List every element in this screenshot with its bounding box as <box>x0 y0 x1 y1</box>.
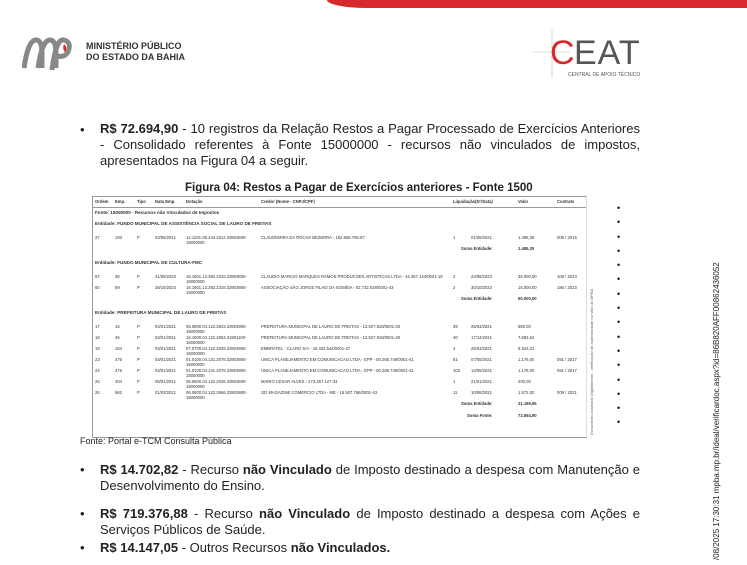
table-header-row <box>93 197 586 208</box>
table-cell: 17/12/2021 <box>471 335 492 340</box>
table-cell: 476 <box>115 357 122 362</box>
table-cell: P <box>137 368 140 373</box>
table-cell: 40 <box>453 335 458 340</box>
bullet-1-bold: não Vinculado <box>242 462 332 477</box>
col-tipo: Tipo <box>137 199 146 204</box>
table-row <box>93 390 586 400</box>
bullet-3-amount: R$ 14.147,05 <box>100 540 179 555</box>
table-cell: 19 <box>95 346 100 351</box>
table-cell: 476 <box>115 368 122 373</box>
table-cell: 04/01/2021 <box>155 324 176 329</box>
table-cell: 03/05/2021 <box>155 235 176 240</box>
intro-amount: R$ 72.694,90 <box>100 121 179 136</box>
col-credor: Credor (Nome - CNPJ/CPF) <box>261 199 315 204</box>
intro-paragraph <box>100 121 640 169</box>
sum-label: Soma Entidade: <box>461 296 493 301</box>
org-line-2: DO ESTADO DA BAHIA <box>86 52 185 62</box>
table-cell: 1.176,00 <box>518 368 535 373</box>
sum-label: Soma Entidade: <box>461 246 493 251</box>
sum-value: 1.495,35 <box>518 246 535 251</box>
table-cell: 21/06/2023 <box>155 274 176 279</box>
table-cell: MARIO CESAR ALVES - 273.357.127-34 <box>261 379 338 384</box>
table-cell: 04/01/2021 <box>155 335 176 340</box>
table-cell: 35 <box>115 274 120 279</box>
table-cell: PREFEITURA MUNICIPAL DE LAURO DE FREITAS - 13.927.819/0001-40 <box>261 335 401 340</box>
table-cell: 10/06/2021 <box>471 390 492 395</box>
table-cell: 46 <box>115 335 120 340</box>
rap-table <box>92 196 587 438</box>
table-cell: P <box>137 346 140 351</box>
table-cell: 01.0100.04.131.2076.33903900-15000000 <box>186 368 247 378</box>
table-cell: 11 <box>453 390 458 395</box>
table-cell: 560,00 <box>518 324 531 329</box>
table-cell: 07/05/2021 <box>471 357 492 362</box>
table-cell: 06.0600.04.122.2643.33903900-15000000 <box>186 324 247 334</box>
bullet-paragraph-3 <box>100 540 640 556</box>
bullet-dot: • <box>80 462 85 477</box>
table-row <box>93 324 586 334</box>
sum-value: 21.199,55 <box>518 401 537 406</box>
table-cell: 26 <box>95 390 100 395</box>
table-cell: 30/10/2023 <box>471 285 492 290</box>
table-cell: ASSOCIAÇÃO SÃO JORGE FILHO DA GOMÉIA - 02.732.028/0001-43 <box>261 285 394 290</box>
table-cell: P <box>137 274 140 279</box>
table-cell: P <box>137 390 140 395</box>
bullet-2-bold: não Vinculado <box>259 506 351 521</box>
table-cell: P <box>137 357 140 362</box>
table-cell: UNICA PLANEJAMENTO EM COMUNICACAO LTDA - EPP - 00.266.749/0001-41 <box>261 368 414 373</box>
table-cell: 13/05/2021 <box>471 368 492 373</box>
ceat-logo-c: C <box>550 34 575 72</box>
table-cell: 1 <box>453 235 456 240</box>
table-cell: 25/03/2021 <box>471 346 492 351</box>
bullet-3-pre: - Outros Recursos <box>178 540 291 555</box>
signature-note: Documento Assinado Digitalmente - verificação de autenticidade no sítio do MPBA <box>589 288 594 435</box>
table-cell: 05/01/2021 <box>155 379 176 384</box>
top-red-bar <box>0 0 747 8</box>
table-cell: 04/01/2021 <box>155 346 176 351</box>
table-cell: P <box>137 235 140 240</box>
table-cell: 15.000,00 <box>518 285 537 290</box>
table-cell: 962 <box>115 390 122 395</box>
table-cell: P <box>137 285 140 290</box>
table-cell: 164 <box>115 346 122 351</box>
table-cell: 17 <box>95 324 100 329</box>
table-cell: EMBRATEL - CLARO S/A - 40.432.544/0001-47 <box>261 346 351 351</box>
table-row <box>93 368 586 378</box>
table-cell: GD MAGAZINE COMERCIO LTDA - ME - 16.507.766/0001-43 <box>261 390 378 395</box>
table-cell: 200,00 <box>518 379 531 384</box>
table-cell: 15 <box>115 324 120 329</box>
table-cell: 59 <box>115 285 120 290</box>
bullet-column: • • • • • • • • • • • • • • • • <box>617 203 621 428</box>
signature-stamp <box>586 195 601 437</box>
table-cell: 1 <box>453 379 456 384</box>
col-ordem: Ordem <box>95 199 109 204</box>
table-cell: 23/08/2023 <box>471 274 492 279</box>
section-title: Entidade: FUNDO MUNICIPAL DE CULTURA-FMC <box>95 260 203 265</box>
table-cell: 07.0700.04.122.2029.33903900-15000000 <box>186 346 247 356</box>
table-cell: P <box>137 324 140 329</box>
table-cell: CLAUDEMIRA DA ROCHA BEZERRA - 192.656.765-87 <box>261 235 365 240</box>
table-cell: 04/01/2021 <box>155 368 176 373</box>
table-cell: P <box>137 379 140 384</box>
bullet-3-bold: não Vinculados. <box>290 540 391 555</box>
table-cell: 005 / 2015 <box>557 235 577 240</box>
col-dotacao: Dotação <box>186 199 203 204</box>
org-line-1: MINISTÉRIO PÚBLICO <box>86 41 182 51</box>
bullet-1-post: de Imposto destinado a despesa com Manutenção e Desenvolvimento do Ensino. <box>100 462 640 493</box>
ceat-logo-text: EAT <box>574 34 641 72</box>
table-cell: 16.1600.04.122.2653.31901100-15000000 <box>186 335 247 345</box>
bullet-2-amount: R$ 719.376,88 <box>100 506 188 521</box>
table-cell: 35.000,00 <box>518 274 537 279</box>
table-row <box>93 285 586 295</box>
table-cell: 06.0600.04.122.2026.33903600-15000000 <box>186 379 247 389</box>
intro-text: - 10 registros da Relação Restos a Pagar Processado de Exercícios Anteriores - Consolidado referentes à Fonte 15000000 - recursos não vinculados de impostos, apresentados na Figura 04 a seguir. <box>100 121 640 168</box>
table-cell: 404 <box>115 379 122 384</box>
figure-title: Figura 04: Restos a Pagar de Exercícios anteriores - Fonte 1500 <box>185 182 533 194</box>
table-cell: 04/01/2021 <box>155 357 176 362</box>
table-row <box>93 235 586 245</box>
sum-value: 50.000,00 <box>518 296 537 301</box>
table-cell: 25 <box>95 379 100 384</box>
table-cell: 28/10/2023 <box>155 285 176 290</box>
table-cell: 009 / 2021 <box>557 390 577 395</box>
table-cell: 1.572,00 <box>518 390 535 395</box>
col-data: Data Emp. <box>155 199 176 204</box>
table-cell: 2 <box>453 285 456 290</box>
table-row <box>93 379 586 389</box>
table-cell: 6.823,31 <box>518 346 535 351</box>
table-cell: 1.176,00 <box>518 357 535 362</box>
ceat-subtitle: CENTRAL DE APOIO TÉCNICO <box>568 72 641 78</box>
table-cell: PREFEITURA MUNICIPAL DE LAURO DE FREITAS - 13.927.819/0001-40 <box>261 324 401 329</box>
col-emp: Emp. <box>115 199 126 204</box>
table-cell: 01/06/2021 <box>471 235 492 240</box>
table-cell: CLAUDIO MARCIO MARQUES RAMOS PRODUCOES ARTISTICAS LTDA - 44.367.144/0001-19 <box>261 274 443 279</box>
col-valor: Valor <box>518 199 529 204</box>
table-row <box>93 346 586 356</box>
figure-source: Fonte: Portal e-TCM Consulta Pública <box>80 436 232 446</box>
table-cell: 12.1201.08.244.2012.33903600-15000000 <box>186 235 247 245</box>
table-cell: 091 / 2017 <box>557 357 577 362</box>
bullet-dot: • <box>80 540 85 555</box>
table-cell: 109 / 2023 <box>557 274 577 279</box>
table-row <box>93 357 586 367</box>
table-cell: 24 <box>95 368 100 373</box>
table-cell: 81 <box>453 357 458 362</box>
bullet-1-pre: - Recurso <box>178 462 243 477</box>
section-title: Entidade: FUNDO MUNICIPAL DE ASSISTÊNCIA SOCIAL DE LAURO DE FREITAS <box>95 221 272 226</box>
table-cell: 27 <box>95 235 100 240</box>
table-cell: 4 <box>453 346 456 351</box>
table-cell: 57 <box>95 274 100 279</box>
table-row <box>93 335 586 345</box>
table-row <box>93 274 586 284</box>
col-liquidacao: Liquidação(N°/Data) <box>453 199 493 204</box>
table-cell: 39 <box>453 324 458 329</box>
table-cell: 06.0600.04.122.2666.33903900-15000000 <box>186 390 247 400</box>
table-cell: 25/03/2021 <box>471 324 492 329</box>
bullet-paragraph-2 <box>100 506 640 538</box>
org-name <box>86 41 185 63</box>
sum-label: Soma Entidade: <box>461 401 493 406</box>
table-cell: 193 <box>115 235 122 240</box>
table-cell: 103 <box>453 368 460 373</box>
col-contrato: Contrato <box>557 199 575 204</box>
table-cell: 186 / 2023 <box>557 285 577 290</box>
bullet-2-post: de Imposto destinado a despesa com Ações e Serviços Públicos de Saúde. <box>100 506 641 537</box>
table-cell: 01.0100.04.131.2076.33903900-15000000 <box>186 357 247 367</box>
table-cell: 2 <box>453 274 456 279</box>
table-cell: P <box>137 335 140 340</box>
table-cell: 16.1601.13.392.2316.33903900-15000000 <box>186 285 247 295</box>
bullet-dot: • <box>80 122 85 137</box>
table-cell: 23 <box>95 357 100 362</box>
table-cell: 60 <box>95 285 100 290</box>
section-title: Entidade: PREFEITURA MUNICIPAL DE LAURO DE FREITAS <box>95 310 227 315</box>
mp-bahia-logo <box>22 34 74 72</box>
bullet-paragraph-1 <box>100 462 640 494</box>
total-value: 72.694,90 <box>518 413 537 418</box>
verification-stamp: /08/2025 17:30:31 mpba.mp.br/ideal/verificardoc.aspx?id=86B820AFF00862436052 <box>712 262 721 560</box>
bullet-2-pre: - Recurso <box>187 506 260 521</box>
total-label: Soma Fonte: <box>467 413 493 418</box>
bullet-dot: • <box>80 506 85 521</box>
table-cell: 18 <box>95 335 100 340</box>
table-cell: 21/01/2021 <box>471 379 492 384</box>
bullet-1-amount: R$ 14.702,82 <box>100 462 179 477</box>
table-cell: UNICA PLANEJAMENTO EM COMUNICACAO LTDA - EPP - 00.266.749/0001-41 <box>261 357 414 362</box>
table-cell: 1.495,35 <box>518 235 535 240</box>
table-cell: 01/03/2021 <box>155 390 176 395</box>
table-cell: 7.693,64 <box>518 335 535 340</box>
fonte-line: Fonte: 15000000 - Recursos não Vinculados de Impostos <box>95 210 220 215</box>
table-cell: 091 / 2017 <box>557 368 577 373</box>
table-cell: 16.1601.13.392.2316.33903600-15000000 <box>186 274 247 284</box>
